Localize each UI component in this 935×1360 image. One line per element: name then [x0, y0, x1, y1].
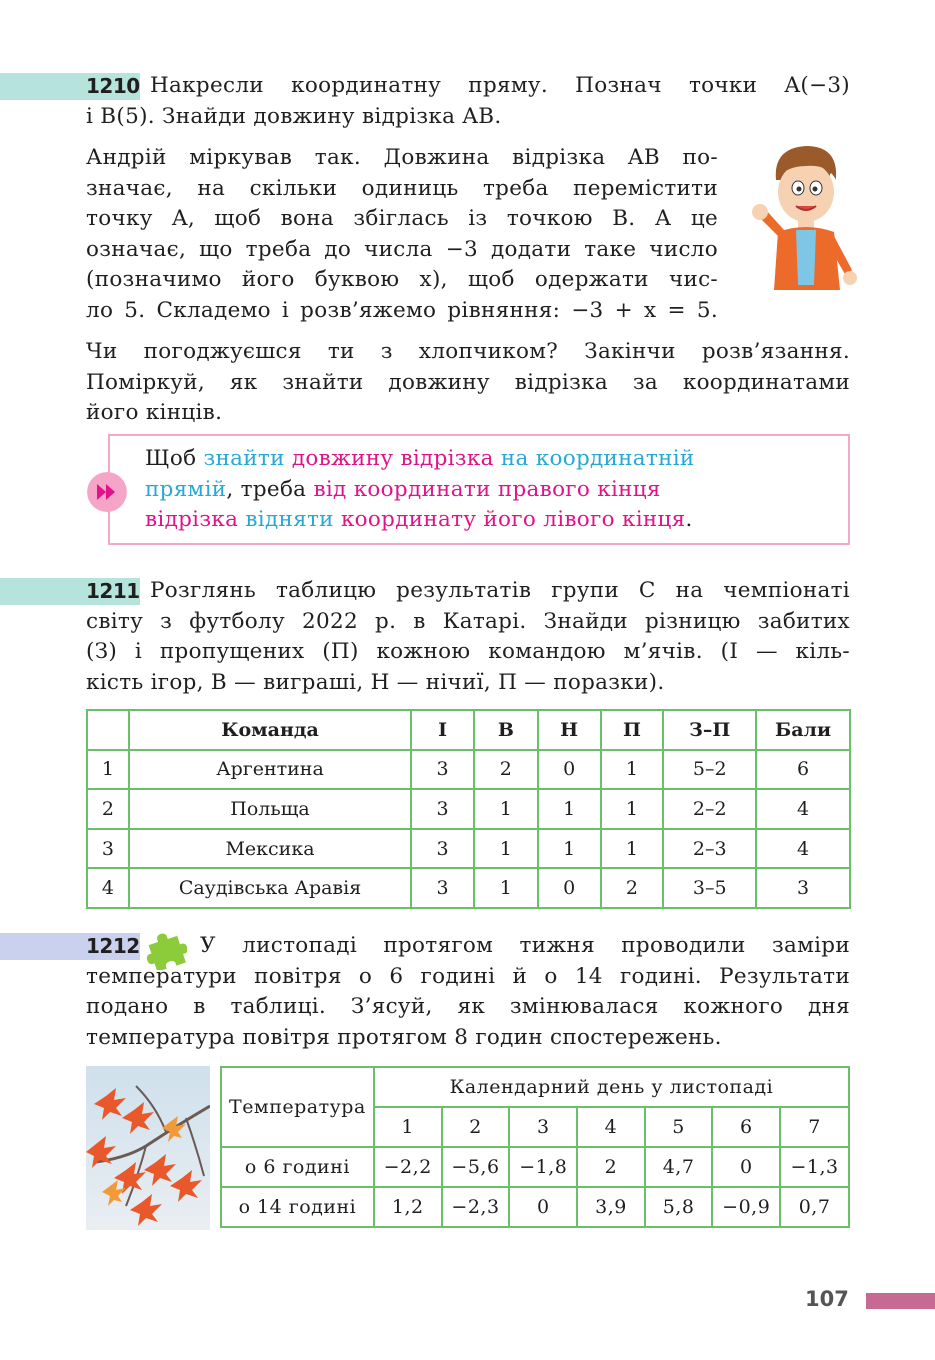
- task-1211-number: 1211: [86, 579, 140, 603]
- task-1212-line-1: У листопаді протягом тижня проводили заміри: [200, 933, 850, 958]
- table-cell: 0: [509, 1187, 577, 1227]
- reasoning-line-3: точку A, щоб вона збіглась із точкою B. А це: [86, 206, 718, 231]
- table-cell: 3: [411, 868, 474, 908]
- task-1210-reasoning: [86, 143, 718, 326]
- table-cell: 2: [87, 789, 129, 829]
- rule-seg: знайти: [203, 446, 292, 471]
- header-cell: І: [411, 710, 474, 750]
- table-cell: −1,3: [780, 1147, 849, 1187]
- rule-seg: від координати правого кінця: [313, 476, 661, 502]
- table-cell: −2,2: [374, 1147, 442, 1187]
- table-cell: 4: [756, 789, 850, 829]
- reasoning-line-5: (позначимо його буквою x), щоб одержати чис-: [86, 267, 718, 292]
- table-row: [87, 868, 850, 908]
- rule-text: [145, 444, 785, 536]
- boy-illustration: [748, 140, 858, 300]
- temperature-table: [220, 1066, 850, 1228]
- reasoning-line-1: Андрій міркував так. Довжина відрізка AB по-: [86, 145, 718, 170]
- task-1211-line-3: (З) і пропущених (П) кожною командою м’ячів. (І — кіль-: [86, 639, 850, 664]
- table-cell: 1: [474, 829, 538, 869]
- table-cell: −5,6: [442, 1147, 510, 1187]
- task-1212-text: [86, 931, 850, 1053]
- rule-seg: довжину відрізка: [291, 446, 494, 471]
- rule-line-3: [145, 505, 785, 536]
- table-cell: Мексика: [129, 829, 411, 869]
- task-1212-line-4: температура повітря протягом 8 годин спостережень.: [86, 1024, 722, 1050]
- group-header-cell: Календарний день у листопаді: [374, 1067, 849, 1107]
- task-1212-number: 1212: [86, 934, 140, 958]
- table-cell: 1: [601, 829, 664, 869]
- day-cell: 4: [577, 1107, 645, 1147]
- rule-seg: відрізка: [145, 507, 246, 532]
- fast-forward-icon: [87, 472, 127, 512]
- table-cell: −0,9: [712, 1187, 780, 1227]
- table-cell: 4: [756, 829, 850, 869]
- table-cell: 0: [538, 868, 601, 908]
- table-cell: 3: [411, 789, 474, 829]
- table-cell: 1: [474, 868, 538, 908]
- table-cell: Польща: [129, 789, 411, 829]
- rule-line-1: [145, 444, 785, 475]
- table-cell: 2: [601, 868, 664, 908]
- table-cell: Аргентина: [129, 750, 411, 790]
- reasoning-line-4: означає, що треба до числа −3 додати таке число: [86, 236, 718, 262]
- rule-seg: .: [685, 507, 693, 532]
- table-cell: 1: [538, 789, 601, 829]
- task-1211-line-1: Розглянь таблицю результатів групи С на чемпіонаті: [150, 578, 850, 603]
- header-cell: П: [601, 710, 664, 750]
- task-1211-line-2: світу з футболу 2022 р. в Катарі. Знайди різницю забитих: [86, 608, 850, 634]
- table-row: [87, 789, 850, 829]
- question-line-1: Чи погоджуєшся ти з хлопчиком? Закінчи розв’язання.: [86, 339, 850, 364]
- task-1210-line-2: і B(5). Знайди довжину відрізка AB.: [86, 103, 502, 129]
- table-cell: 3: [756, 868, 850, 908]
- table-cell: 1: [538, 829, 601, 869]
- table-cell: 5,8: [645, 1187, 713, 1227]
- row-header-cell: Температура: [221, 1067, 374, 1147]
- day-cell: 6: [712, 1107, 780, 1147]
- day-cell: 5: [645, 1107, 713, 1147]
- question-line-3: його кінців.: [86, 400, 223, 425]
- table-cell: 0: [538, 750, 601, 790]
- rule-seg: координату його лівого кінця: [333, 507, 686, 532]
- table-cell: 1: [87, 750, 129, 790]
- table-cell: 0: [712, 1147, 780, 1187]
- page-bar: [866, 1293, 935, 1309]
- day-cell: 2: [442, 1107, 510, 1147]
- task-1210-text: [86, 71, 850, 132]
- table-row: [87, 829, 850, 869]
- table-cell: 3: [411, 829, 474, 869]
- table-cell: −1,8: [509, 1147, 577, 1187]
- table-cell: 2–3: [663, 829, 756, 869]
- table-header-row: [87, 710, 850, 750]
- task-1212-line-3: подано в таблиці. З’ясуй, як змінювалася кожного дня: [86, 994, 850, 1019]
- task-1212-line-2: температури повітря о 6 годині й о 14 годині. Результати: [86, 963, 850, 989]
- table-cell: 3,9: [577, 1187, 645, 1227]
- table-cell: 2: [577, 1147, 645, 1187]
- table-cell: 1: [474, 789, 538, 829]
- table-cell: 4: [87, 868, 129, 908]
- task-1211-line-4: кість ігор, В — виграші, Н — нічиї, П — поразки).: [86, 669, 665, 695]
- table-cell: 2: [474, 750, 538, 790]
- row-label-cell: о 6 годині: [221, 1147, 374, 1187]
- table-cell: 1: [601, 750, 664, 790]
- rule-seg: відняти: [245, 507, 334, 532]
- row-label-cell: о 14 годині: [221, 1187, 374, 1227]
- header-cell: Н: [538, 710, 601, 750]
- rule-line-2: [145, 475, 785, 506]
- page-number: 107: [805, 1287, 849, 1311]
- table-cell: 3: [411, 750, 474, 790]
- table-cell: Саудівська Аравія: [129, 868, 411, 908]
- day-cell: 7: [780, 1107, 849, 1147]
- task-1210-question: [86, 337, 850, 429]
- table-row: [221, 1187, 849, 1227]
- table-cell: 0,7: [780, 1187, 849, 1227]
- table-cell: −2,3: [442, 1187, 510, 1227]
- group-c-results-table: [86, 709, 851, 909]
- day-cell: 3: [509, 1107, 577, 1147]
- header-cell: Команда: [129, 710, 411, 750]
- reasoning-line-2: значає, на скільки одиниць треба перемістити: [86, 175, 718, 201]
- table-cell: 3–5: [663, 868, 756, 908]
- table-cell: 1,2: [374, 1187, 442, 1227]
- table-cell: 5–2: [663, 750, 756, 790]
- day-cell: 1: [374, 1107, 442, 1147]
- question-line-2: Поміркуй, як знайти довжину відрізка за координатами: [86, 369, 850, 395]
- header-cell: З–П: [663, 710, 756, 750]
- header-cell: В: [474, 710, 538, 750]
- header-cell: Бали: [756, 710, 850, 750]
- autumn-leaves-image: [86, 1066, 210, 1230]
- task-1210-number: 1210: [86, 74, 140, 98]
- header-cell: [87, 710, 129, 750]
- table-cell: 1: [601, 789, 664, 829]
- rule-seg: , треба: [226, 476, 314, 502]
- task-1211-text: [86, 576, 850, 698]
- table-cell: 4,7: [645, 1147, 713, 1187]
- task-1210-line-1: Накресли координатну пряму. Познач точки A(−3): [150, 73, 850, 98]
- rule-seg: Щоб: [145, 446, 204, 471]
- rule-seg: на координатній: [493, 446, 695, 471]
- table-cell: 3: [87, 829, 129, 869]
- table-cell: 6: [756, 750, 850, 790]
- table-header-row: [221, 1067, 849, 1107]
- reasoning-line-6: ло 5. Складемо і розв’яжемо рівняння: −3 + x = 5.: [86, 297, 718, 323]
- table-row: [221, 1147, 849, 1187]
- rule-seg: прямій: [145, 476, 227, 502]
- table-cell: 2–2: [663, 789, 756, 829]
- table-row: [87, 750, 850, 790]
